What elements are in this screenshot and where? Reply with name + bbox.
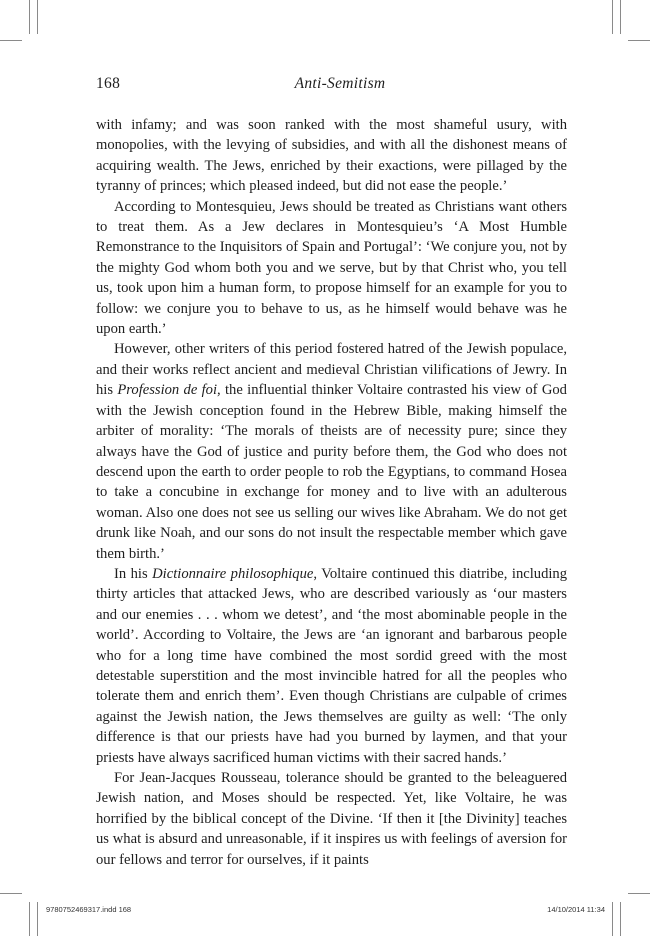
paragraph <box>96 339 567 563</box>
text-run: According to Montesquieu, Jews should be treated as Christians want others to treat them. As a Jew declares in Montesquieu’s ‘A Most Humble Remonstrance to the Inquisitors of Spain and Portugal’: ‘We conjure you, not by the mighty God whom both you and we serve, but by that Christ who, you tell us, took upon him a human form, to propose himself for an example for you to follow: we conjure you to behave to us, as he himself would behave was he upon earth.’ <box>96 198 567 338</box>
page-number: 168 <box>96 75 121 92</box>
italic-title: Profession de foi <box>117 382 218 399</box>
crop-mark <box>612 0 613 34</box>
text-run: In his <box>114 565 153 582</box>
crop-mark <box>37 0 38 34</box>
crop-mark <box>620 0 621 34</box>
crop-mark <box>37 902 38 936</box>
running-head: Anti-Semitism <box>294 75 386 92</box>
slug-file: 9780752469317.indd 168 <box>46 905 132 914</box>
crop-mark <box>628 893 650 894</box>
text-run: , the influential thinker Voltaire contrasted his view of God with the Jewish conception found in the Hebrew Bible, making himself the arbiter of morality: ‘The morals of theists are of necessity pure; since they always have the God of justice and purity before them, the God who does not descend upon the earth to order people to rob the Egyptians, to command Hosea to take a concubine in exchange for money and to live with an adulterous woman. Also one does not see us selling our wives like Abraham. We do not get drunk like Noah, and our sons do not insult the respectable member which gave them birth.’ <box>96 382 567 562</box>
paragraph <box>96 768 567 870</box>
paragraph <box>96 115 567 197</box>
body-text <box>96 115 567 870</box>
text-run: with infamy; and was soon ranked with the most shameful usury, with monopolies, with the levying of subsidies, and with all the dishonest means of acquiring wealth. The Jews, enriched by their exactions, were pillaged by the tyranny of princes; which pleased indeed, but did not ease the people.’ <box>96 117 567 195</box>
slug-timestamp: 14/10/2014 11:34 <box>547 905 605 914</box>
paragraph <box>96 197 567 340</box>
italic-title: Dictionnaire philosophique <box>152 565 314 582</box>
crop-mark <box>0 40 22 41</box>
crop-mark <box>0 893 22 894</box>
crop-mark <box>29 902 30 936</box>
crop-mark <box>620 902 621 936</box>
paragraph <box>96 564 567 768</box>
text-run: For Jean-Jacques Rousseau, tolerance should be granted to the beleaguered Jewish nation, and Moses should be respected. Yet, like Voltaire, he was horrified by the biblical concept of the Divine. ‘If then it [the Divinity] teaches us what is absurd and unreasonable, if it inspires us with feelings of aversion for our fellows and terror for ourselves, if it paints <box>96 770 567 868</box>
text-run: However, other writers of this period fostered hatred of the Jewish populace, and their works reflect ancient and medieval Christian vilifications of Jewry. In his <box>96 341 567 399</box>
crop-mark <box>628 40 650 41</box>
text-run: , Voltaire continued this diatribe, including thirty articles that attacked Jews, who are described variously as ‘our masters and our enemies . . . whom we detest’, and ‘the most abominable people in the world’. According to Voltaire, the Jews are ‘an ignorant and barbarous people who for a long time have combined the most sordid greed with the most detestable superstition and the most invincible hatred for all the peoples who tolerate them and enrich them’. Even though Christians are culpable of crimes against the Jewish nation, the Jews themselves are guilty as well: ‘The only difference is that our priests have had you burned by laymen, and that your priests have always sacrificed human victims with their sacred hands.’ <box>96 565 568 766</box>
crop-mark <box>612 902 613 936</box>
crop-mark <box>29 0 30 34</box>
